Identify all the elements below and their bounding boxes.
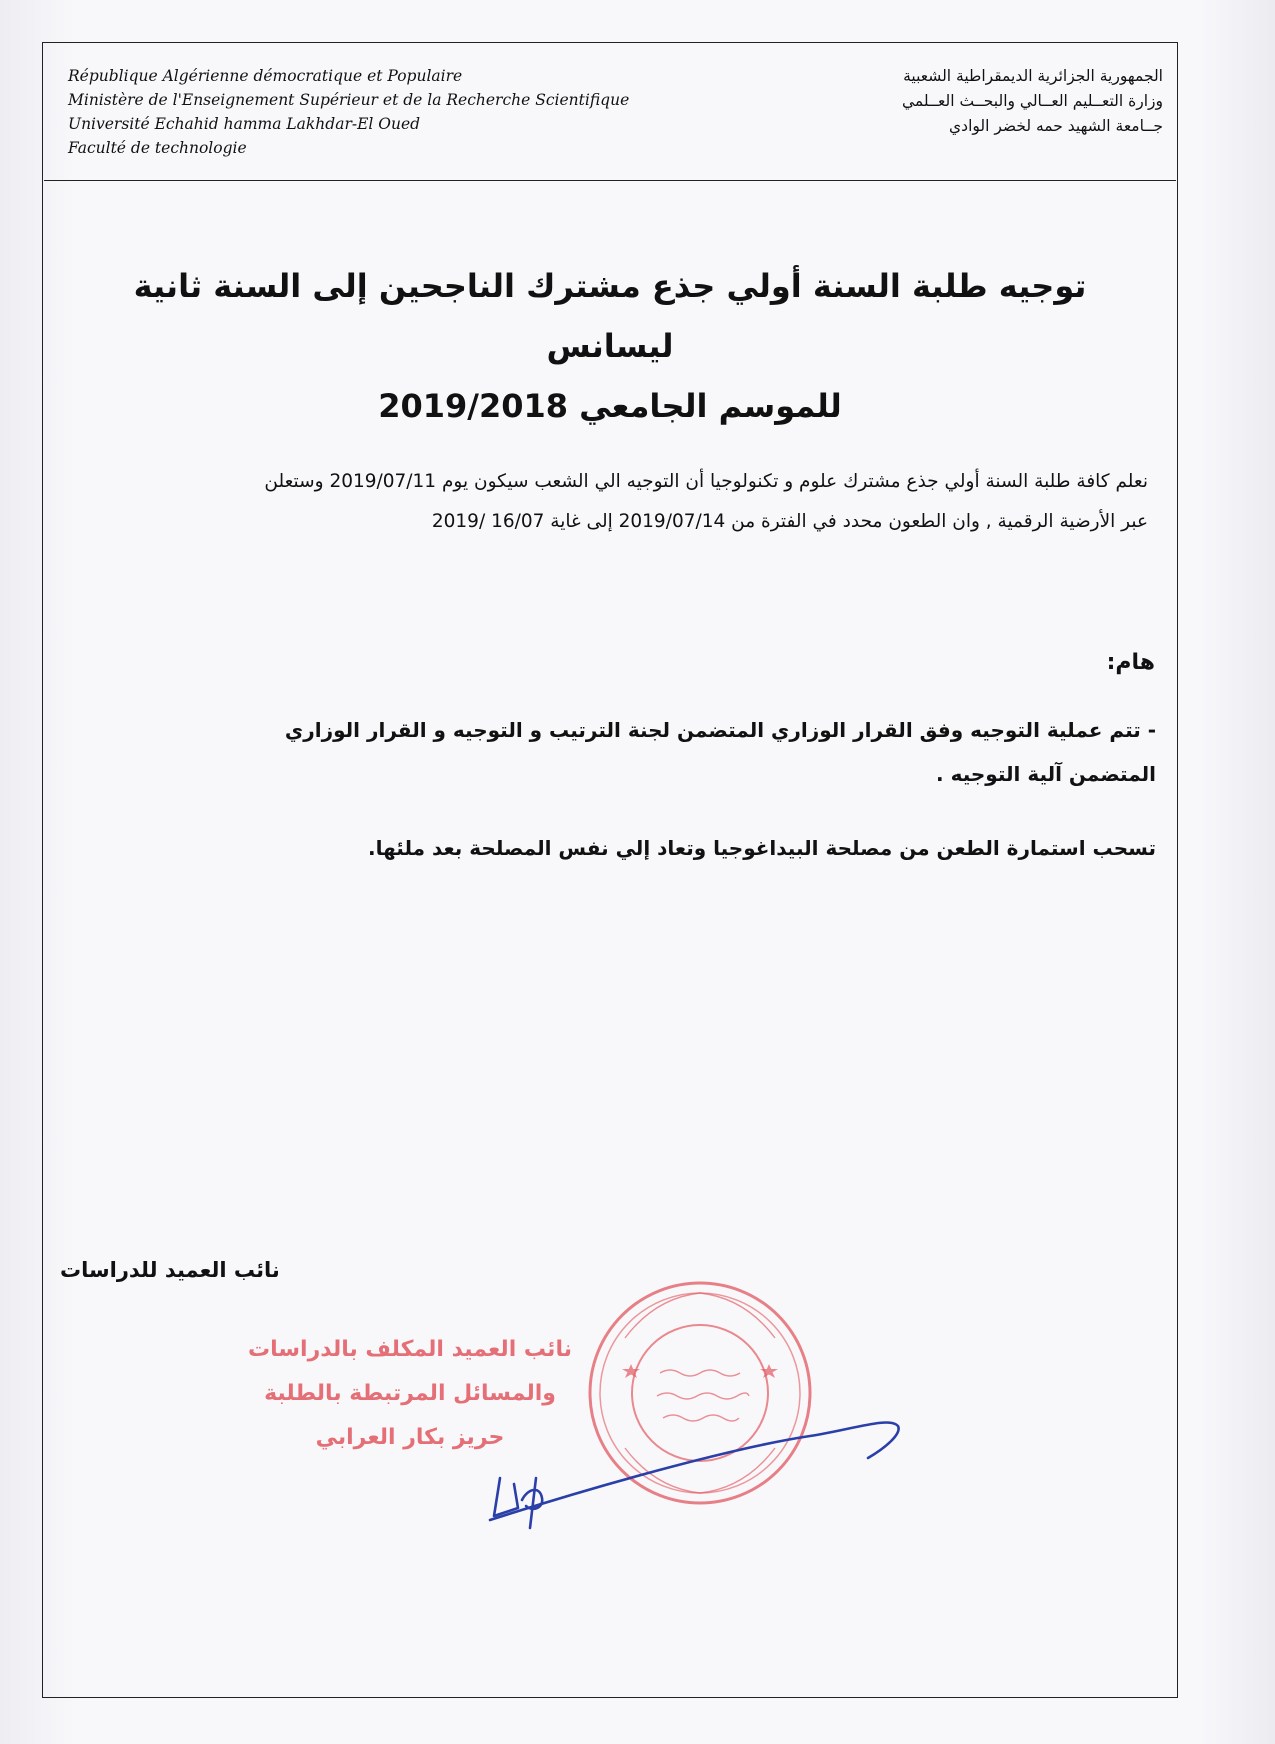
announcement-line-2: عبر الأرضية الرقمية , وان الطعون محدد في الفترة من 2019/07/14 إلى غاية 16/07 /2019 bbox=[431, 511, 1148, 532]
important-note-line-1: - تتم عملية التوجيه وفق القرار الوزاري المتضمن لجنة الترتيب و التوجيه و القرار الوزاري bbox=[284, 718, 1156, 742]
important-note bbox=[140, 708, 1156, 796]
header-divider bbox=[44, 180, 1176, 181]
header-ar-line-republic: الجمهورية الجزائرية الديمقراطية الشعبية bbox=[903, 67, 1163, 85]
announcement-paragraph bbox=[72, 462, 1148, 542]
header-fr-line-faculty: Faculté de technologie bbox=[68, 139, 247, 157]
signatory-title: نائب العميد للدراسات bbox=[60, 1258, 280, 1282]
stamp-line-3: حريز بكار العرابي bbox=[315, 1425, 505, 1450]
header-arabic bbox=[743, 64, 1163, 139]
header-fr-line-university: Université Echahid hamma Lakhdar-El Oued bbox=[68, 115, 421, 133]
important-note-line-2: المتضمن آلية التوجيه . bbox=[936, 762, 1156, 786]
title-line-2: للموسم الجامعي 2019/2018 bbox=[378, 387, 842, 425]
stamp-line-2: والمسائل المرتبطة بالطلبة bbox=[264, 1381, 556, 1406]
stamp-line-1: نائب العميد المكلف بالدراسات bbox=[248, 1337, 572, 1362]
header-fr-line-republic: République Algérienne démocratique et Populaire bbox=[68, 67, 463, 85]
appeal-instruction: تسحب استمارة الطعن من مصلحة البيداغوجيا وتعاد إلي نفس المصلحة بعد ملئها. bbox=[367, 836, 1156, 860]
title-line-1: توجيه طلبة السنة أولي جذع مشترك الناجحين إلى السنة ثانية ليسانس bbox=[133, 267, 1087, 365]
announcement-line-1: نعلم كافة طلبة السنة أولي جذع مشترك علوم و تكنولوجيا أن التوجيه الي الشعب سيكون يوم 2019/07/11 وستعلن bbox=[264, 471, 1148, 492]
header-french bbox=[68, 64, 628, 160]
page-title bbox=[80, 256, 1140, 436]
important-heading: هام: bbox=[1106, 650, 1155, 675]
header-ar-line-university: جــامعة الشهيد حمه لخضر الوادي bbox=[949, 117, 1163, 135]
handwritten-signature bbox=[470, 1408, 910, 1538]
header-ar-line-ministry: وزارة التعــليم العــالي والبحــث العــلمي bbox=[901, 92, 1163, 110]
header-fr-line-ministry: Ministère de l'Enseignement Supérieur et de la Recherche Scientifique bbox=[68, 91, 630, 109]
